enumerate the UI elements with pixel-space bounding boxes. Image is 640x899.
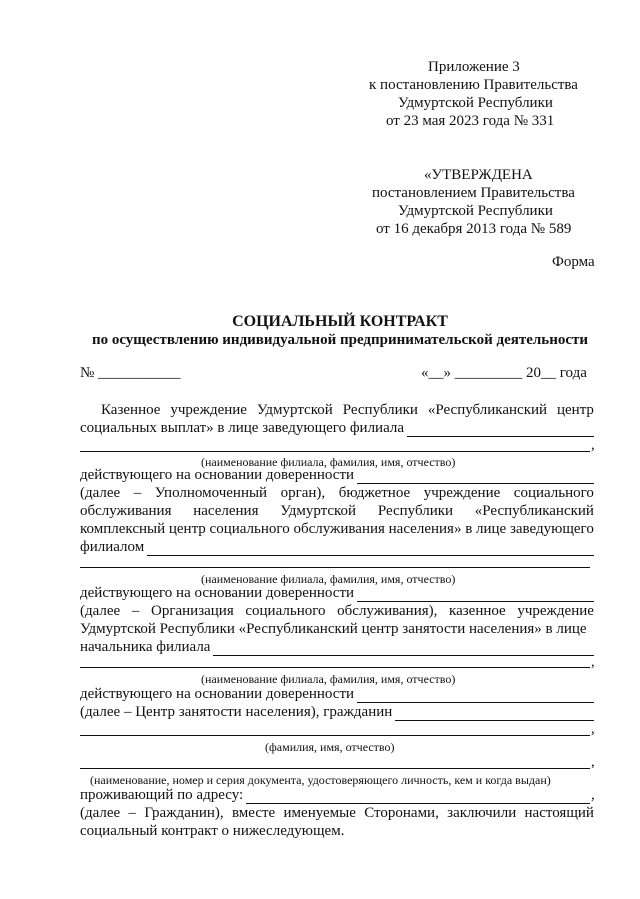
word: орган),: [280, 485, 326, 501]
word: Удмуртской: [256, 402, 333, 418]
word: (далее: [80, 485, 121, 501]
word: Казенное: [101, 402, 161, 418]
appendix-line-2: к постановлению Правительства: [369, 77, 578, 93]
line-text: действующего на основании доверенности: [80, 585, 355, 601]
paragraph-line: [80, 638, 594, 656]
word: настоящий: [524, 805, 594, 821]
appendix-line-4: от 23 мая 2023 года № 331: [386, 113, 555, 129]
approved-line-4: от 16 декабря 2013 года № 589: [376, 221, 572, 237]
blank-field: [357, 469, 594, 484]
paragraph-line: [80, 804, 594, 822]
field-caption: (фамилия, имя, отчество): [265, 740, 395, 754]
appendix-line-1: Приложение 3: [428, 59, 520, 75]
word: «Республиканский: [474, 503, 594, 519]
word: Гражданин),: [144, 805, 224, 821]
approved-line-3: Удмуртской Республики: [398, 203, 553, 219]
line-text: действующего на основании доверенности: [80, 686, 355, 702]
contract-number: № ___________: [80, 365, 181, 381]
word: бюджетное: [338, 485, 411, 501]
comma: ,: [591, 437, 595, 453]
blank-field: [80, 768, 590, 769]
blank-field: [357, 587, 594, 602]
word: Республики: [342, 402, 418, 418]
word: центр: [556, 402, 594, 418]
comma: ,: [591, 721, 595, 737]
approved-line-2: постановлением Правительства: [372, 185, 575, 201]
word: Организация: [151, 603, 234, 619]
paragraph-line: [80, 484, 594, 502]
blank-field: [407, 422, 594, 437]
word: Сторонами,: [364, 805, 439, 821]
comma: ,: [591, 654, 595, 670]
approved-line-1: «УТВЕРЖДЕНА: [424, 167, 533, 183]
word: –: [133, 485, 142, 501]
paragraph-line: комплексный центр социального обслуживания населения» в лице заведующего: [80, 521, 594, 537]
blank-field: [357, 688, 594, 703]
field-caption: (наименование филиала, фамилия, имя, отчество): [201, 455, 456, 469]
word: учреждение: [423, 485, 501, 501]
blank-field: [80, 451, 590, 452]
field-caption: (наименование филиала, фамилия, имя, отчество): [201, 672, 456, 686]
paragraph-line: [80, 466, 594, 484]
word: населения: [193, 503, 259, 519]
paragraph-line: [80, 419, 594, 437]
word: учреждение: [517, 603, 594, 619]
word: казенное: [449, 603, 506, 619]
form-label: Форма: [552, 254, 595, 270]
line-text: начальника филиала: [80, 639, 211, 655]
word: (далее: [80, 603, 121, 619]
blank-field: [80, 667, 590, 668]
paragraph-line: [101, 401, 594, 419]
blank-field: [80, 735, 590, 736]
word: Удмуртской: [280, 503, 357, 519]
word: Республики: [377, 503, 454, 519]
document-title: СОЦИАЛЬНЫЙ КОНТРАКТ: [232, 313, 448, 330]
line-text: филиалом: [80, 539, 145, 555]
line-text: социальных выплат» в лице заведующего филиала: [80, 420, 405, 436]
paragraph-line: социальный контракт о нижеследующем.: [80, 823, 345, 839]
word: обслуживания: [80, 503, 172, 519]
comma: ,: [591, 787, 595, 803]
blank-field: [80, 567, 590, 568]
paragraph-line: [80, 502, 594, 520]
word: заключили: [447, 805, 517, 821]
word: (далее: [80, 805, 121, 821]
word: Уполномоченный: [154, 485, 268, 501]
paragraph-line: [80, 703, 594, 721]
paragraph-line: [80, 685, 594, 703]
line-text: проживающий по адресу:: [80, 787, 244, 803]
field-caption: (наименование филиала, фамилия, имя, отчество): [201, 572, 456, 586]
blank-field: [147, 541, 594, 556]
word: –: [131, 603, 140, 619]
paragraph-line: [80, 786, 590, 804]
paragraph-line: [80, 584, 594, 602]
appendix-line-3: Удмуртской Республики: [398, 95, 553, 111]
word: «Республиканский: [427, 402, 548, 418]
paragraph-line: [80, 538, 594, 556]
line-text: действующего на основании доверенности: [80, 467, 355, 483]
line-text: (далее – Центр занятости населения), гражданин: [80, 704, 393, 720]
word: вместе: [231, 805, 276, 821]
blank-field: [395, 706, 594, 721]
word: социального: [513, 485, 594, 501]
word: именуемые: [283, 805, 356, 821]
field-caption: (наименование, номер и серия документа, удостоверяющего личность, кем и когда выдан): [90, 773, 551, 787]
word: учреждение: [170, 402, 247, 418]
comma: ,: [591, 754, 595, 770]
blank-field: [246, 789, 590, 804]
document-subtitle: по осуществлению индивидуальной предпринимательской деятельности: [91, 332, 589, 348]
paragraph-line: Удмуртской Республики «Республиканский центр занятости населения» в лице: [80, 621, 587, 637]
blank-field: [213, 641, 594, 656]
word: обслуживания),: [337, 603, 438, 619]
word: –: [128, 805, 137, 821]
word: социального: [245, 603, 326, 619]
contract-date: «__» _________ 20__ года: [421, 365, 587, 381]
paragraph-line: [80, 602, 594, 620]
